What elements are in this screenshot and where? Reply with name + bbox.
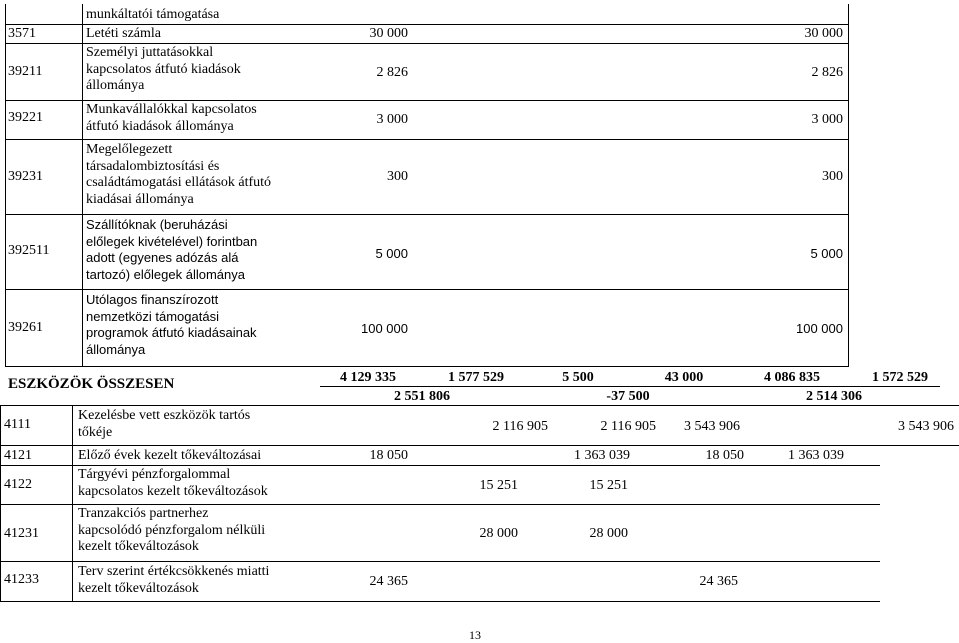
account-code: 39231 (8, 169, 43, 184)
value-col2: 5 000 (810, 246, 843, 261)
value-col1: 3 000 (376, 112, 408, 127)
summary-value: 5 500 (562, 370, 594, 385)
value-col2: 30 000 (804, 26, 843, 41)
value-cell: 18 050 (705, 448, 744, 463)
value-col2: 100 000 (796, 321, 843, 336)
value-cell: 1 363 039 (574, 448, 630, 463)
value-cell: 28 000 (589, 526, 628, 541)
value-cell: 2 116 905 (600, 419, 656, 434)
account-label: Utólagos finanszírozott nemzetközi támogatási programok átfutó kiadásainak állománya (86, 292, 257, 357)
value-cell: 2 116 905 (492, 419, 548, 434)
value-col1: 5 000 (375, 246, 408, 261)
summary-title: ESZKÖZÖK ÖSSZESEN (8, 376, 175, 392)
value-col2: 300 (822, 169, 843, 184)
account-code: 392511 (8, 243, 50, 258)
value-cell: 18 050 (369, 448, 408, 463)
account-code: 3571 (8, 26, 36, 41)
account-code: 41233 (4, 572, 39, 587)
summary-value: -37 500 (606, 389, 650, 404)
value-cell: 15 251 (589, 478, 628, 493)
summary-value: 4 129 335 (340, 370, 396, 385)
value-col2: 3 000 (811, 112, 843, 127)
value-cell: 3 543 906 (898, 419, 954, 434)
account-label: Terv szerint értékcsökkenés miatti kezelt tőkeváltozások (78, 564, 270, 596)
summary-value: 4 086 835 (764, 370, 820, 385)
summary-value: 1 572 529 (872, 370, 928, 385)
account-label: Letéti számla (86, 26, 162, 41)
account-label: Tranzakciós partnerhez kapcsolódó pénzforgalom nélküli kezelt tőkeváltozások (78, 506, 266, 554)
value-cell: 24 365 (699, 574, 738, 589)
account-label: Személyi juttatásokkal kapcsolatos átfutó kiadások állománya (86, 45, 241, 93)
summary-value: 2 514 306 (806, 389, 862, 404)
account-label: Előző évek kezelt tőkeváltozásai (78, 448, 262, 463)
value-cell: 28 000 (479, 526, 518, 541)
account-code: 41231 (4, 526, 39, 541)
summary-value: 1 577 529 (448, 370, 504, 385)
value-col1: 100 000 (361, 321, 408, 336)
value-cell: 24 365 (369, 574, 408, 589)
account-code: 39211 (8, 64, 43, 79)
value-col1: 30 000 (369, 26, 408, 41)
value-col2: 2 826 (811, 65, 843, 80)
account-code: 4111 (4, 417, 31, 432)
account-label: Megelőlegezett társadalombiztosítási és családtámogatási ellátások átfutó kiadásai állománya (86, 142, 272, 207)
value-col1: 300 (387, 169, 408, 184)
account-label: Tárgyévi pénzforgalommal kapcsolatos kezelt tőkeváltozások (78, 467, 268, 499)
value-col1: 2 826 (376, 65, 408, 80)
account-code: 39221 (8, 110, 43, 125)
account-code: 4122 (4, 477, 32, 492)
continued-heading: munkáltatói támogatása (86, 7, 220, 22)
account-code: 39261 (8, 320, 43, 335)
account-label: Munkavállalókkal kapcsolatos átfutó kiadások állománya (86, 102, 257, 134)
summary-value: 43 000 (664, 370, 704, 385)
account-code: 4121 (4, 448, 32, 463)
value-cell: 1 363 039 (788, 448, 844, 463)
account-label: Kezelésbe vett eszközök tartós tőkéje (78, 408, 251, 440)
summary-value: 2 551 806 (394, 389, 450, 404)
page-number: 13 (469, 628, 481, 642)
value-cell: 3 543 906 (684, 419, 740, 434)
account-label: Szállítóknak (beruházási előlegek kivételével) forintban adott (egyenes adózás alá tartozó) előlegek állománya (86, 217, 258, 282)
value-cell: 15 251 (479, 478, 518, 493)
